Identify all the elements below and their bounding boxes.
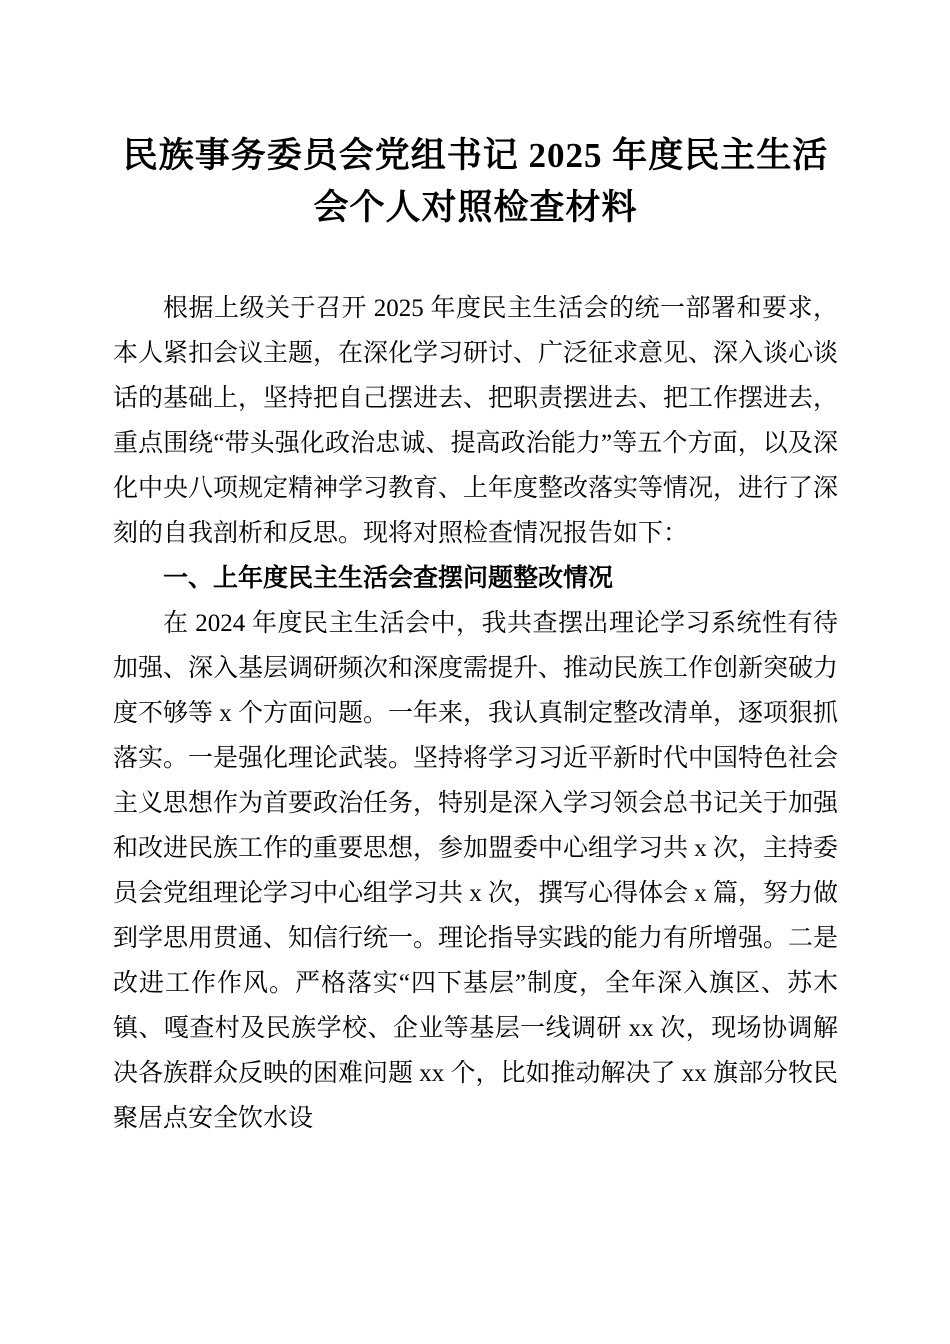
- title-line-1: 民族事务委员会党组书记 2025 年度民主生活: [122, 136, 829, 175]
- document-title: [113, 130, 838, 234]
- paragraph-intro: 根据上级关于召开 2025 年度民主生活会的统一部署和要求，本人紧扣会议主题，在深化学习研讨、广泛征求意见、深入谈心谈话的基础上，坚持把自己摆进去、把职责摆进去、把工作摆进去，重点围绕“带头强化政治忠诚、提高政治能力”等五个方面，以及深化中央八项规定精神学习教育、上年度整改落实等情况，进行了深刻的自我剖析和反思。现将对照检查情况报告如下：: [113, 295, 839, 547]
- paragraph-section-1: 在 2024 年度民主生活会中，我共查摆出理论学习系统性有待加强、深入基层调研频次和深度需提升、推动民族工作创新突破力度不够等 x 个方面问题。一年来，我认真制定整改清单，逐项狠抓落实。一是强化理论武装。坚持将学习习近平新时代中国特色社会主义思想作为首要政治任务，特别是深入学习领会总书记关于加强和改进民族工作的重要思想，参加盟委中心组学习共 x 次，主持委员会党组理论学习中心组学习共 x 次，撰写心得体会 x 篇，努力做到学思用贯通、知信行统一。理论指导实践的能力有所增强。二是改进工作作风。严格落实“四下基层”制度，全年深入旗区、苏木镇、嘎查村及民族学校、企业等基层一线调研 xx 次，现场协调解决各族群众反映的困难问题 xx 个，比如推动解决了 xx 旗部分牧民聚居点安全饮水设: [113, 610, 839, 1132]
- title-line-2: 会个人对照检查材料: [313, 188, 638, 227]
- document-body: [113, 286, 838, 1141]
- section-heading-rectification: 一、上年度民主生活会查摆问题整改情况: [163, 564, 614, 592]
